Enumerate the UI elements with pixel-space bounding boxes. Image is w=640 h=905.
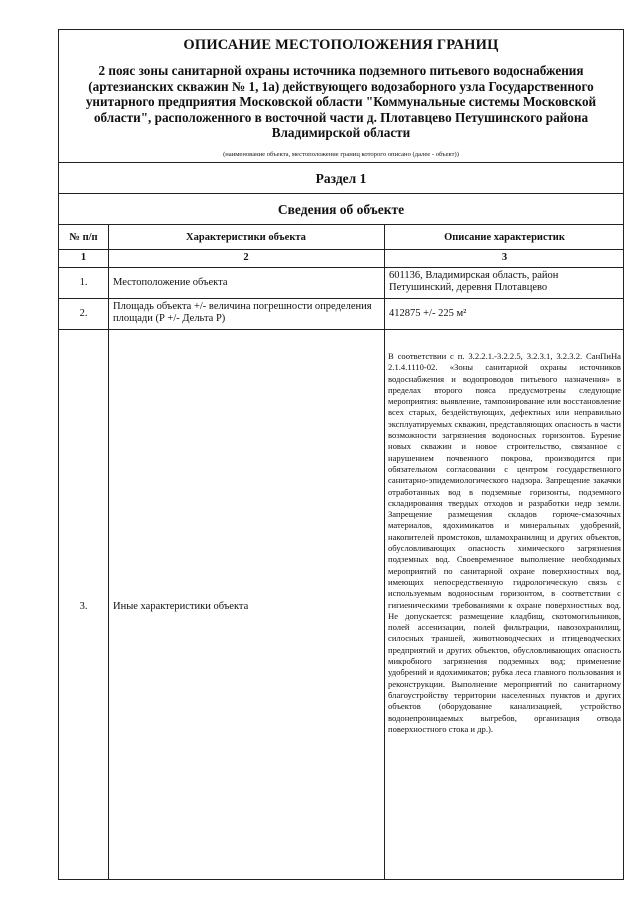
document-frame xyxy=(58,29,624,880)
row-1-num: 1. xyxy=(79,277,88,288)
row-2-num: 2. xyxy=(79,308,88,319)
header-description: Описание характеристик xyxy=(444,232,565,243)
divider xyxy=(59,329,623,330)
divider xyxy=(59,298,623,299)
divider xyxy=(59,267,623,268)
column-number-3: 3 xyxy=(501,252,508,263)
column-number-2: 2 xyxy=(243,252,249,263)
document-subtitle: 2 пояс зоны санитарной охраны источника подземного питьевого водоснабжения (артезианских скважин № 1, 1а) действующего водозаборного узла Государственного унитарного предприятия Московской области "Коммунальные системы Московской области", расположенного в восточной части д. Плотавцево Петушинского района Владимирской области xyxy=(85,63,597,141)
document-note: (наименование объекта, местоположение границ которого описано (далее - объект)) xyxy=(223,151,459,158)
row-3-description: В соответствии с п. 3.2.2.1.-3.2.2.5, 3.2.3.1, 3.2.3.2. СанПиНа 2.1.4.1110-02. «Зоны санитарной охраны источников водоснабжения и водопроводов питьевого назначения» в пределах второго пояса предусмотрены следующие мероприятия: выявление, тампонирование или восстановление всех старых, бездействующих, дефектных или неправильно эксплуатируемых скважин, представляющих опасность в части возможности загрязнения водоносных горизонтов. Бурение новых скважин и новое строительство, связанное с нарушением почвенного покрова, производится при обязательном согласовании с центром государственного санитарно-эпидемиологического надзора. Запрещение закачки отработанных вод в подземные горизонты, подземного складирования твердых отходов и разработки недр земли. Запрещение размещения складов горюче-смазочных материалов, ядохимикатов и минеральных удобрений, накопителей промстоков, шламохранилищ и других объектов, обусловливающих опасность химического загрязнения подземных вод. Своевременное выполнение необходимых мероприятий по санитарной охране поверхностных вод, имеющих непосредственную гидрологическую связь с используемым водоносным горизонтом, в соответствии с гигиеническими требованиями к охране поверхностных вод. Не допускается: размещение кладбищ, скотомогильников, полей ассенизации, полей фильтрации, навозохранилищ, силосных траншей, животноводческих и птицеводческих предприятий и других объектов, обусловливающих опасность микробного загрязнения подземных вод; применение удобрений и ядохимикатов; рубка леса главного пользования и реконструкции. Выполнение мероприятий по санитарному благоустройству территории населенных пунктов и других объектов (оборудование канализацией, устройство водонепроницаемых выгребов, организация отвода поверхностного стока и др.). xyxy=(388,351,621,734)
column-divider xyxy=(108,224,109,879)
section-subtitle: Сведения об объекте xyxy=(277,202,405,217)
divider xyxy=(59,224,623,225)
header-num: № п/п xyxy=(69,232,98,243)
row-2-characteristic: Площадь объекта +/- величина погрешности определения площади (Р +/- Дельта Р) xyxy=(113,301,372,324)
row-1-characteristic: Местоположение объекта xyxy=(113,277,228,288)
row-1-description: 601136, Владимирская область, район Петушинский, деревня Плотавцево xyxy=(389,270,559,293)
row-3-num: 3. xyxy=(79,601,88,612)
divider xyxy=(59,249,623,250)
column-number-1: 1 xyxy=(80,252,87,263)
section-title: Раздел 1 xyxy=(315,171,367,186)
header-characteristic: Характеристики объекта xyxy=(186,232,306,243)
divider xyxy=(59,193,623,194)
row-2-description: 412875 +/- 225 м² xyxy=(389,308,467,319)
divider xyxy=(59,162,623,163)
document-title: ОПИСАНИЕ МЕСТОПОЛОЖЕНИЯ ГРАНИЦ xyxy=(183,37,499,53)
column-divider xyxy=(384,224,385,879)
row-3-characteristic: Иные характеристики объекта xyxy=(113,601,249,612)
